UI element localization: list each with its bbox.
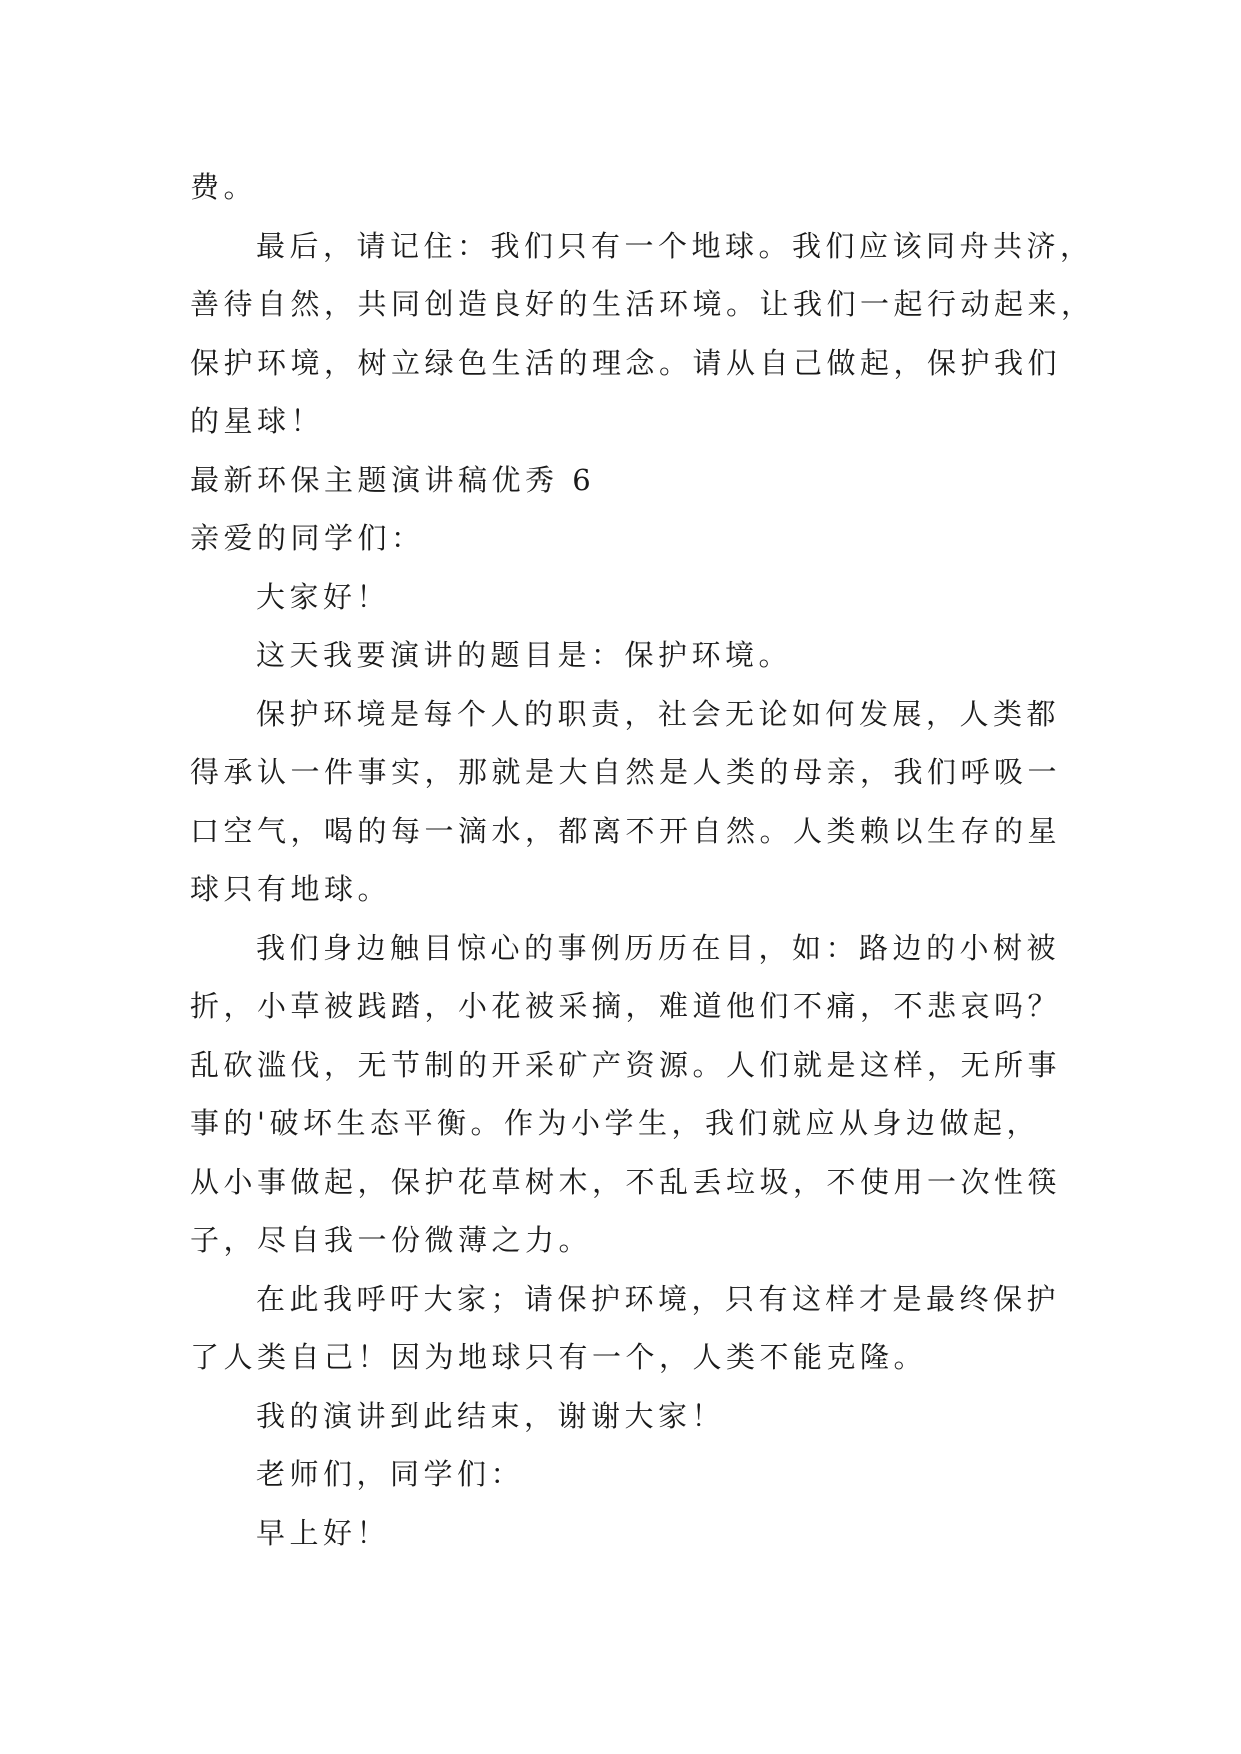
text-line: 事的'破坏生态平衡。作为小学生，我们就应从身边做起， bbox=[190, 1106, 1040, 1140]
text-line: 子，尽自我一份微薄之力。 bbox=[190, 1223, 593, 1257]
text-line: 从小事做起，保护花草树木，不乱丢垃圾，不使用一次性筷 bbox=[190, 1164, 1062, 1199]
text-line: 我们身边触目惊心的事例历历在目，如：路边的小树被 bbox=[256, 930, 1061, 965]
document-body bbox=[190, 158, 1095, 1562]
text-line: 最后，请记住：我们只有一个地球。我们应该同舟共济， bbox=[256, 228, 1094, 263]
text-line: 保护环境，树立绿色生活的理念。请从自己做起，保护我们 bbox=[190, 345, 1062, 380]
text-line: 我的演讲到此结束，谢谢大家！ bbox=[256, 1398, 726, 1433]
salutation: 亲爱的同学们： bbox=[190, 521, 425, 555]
text-line: 折，小草被践踏，小花被采摘，难道他们不痛，不悲哀吗？ bbox=[190, 989, 1062, 1023]
text-line: 得承认一件事实，那就是大自然是人类的母亲，我们呼吸一 bbox=[190, 755, 1062, 789]
text-line: 善待自然，共同创造良好的生活环境。让我们一起行动起来， bbox=[190, 287, 1095, 321]
text-line: 保护环境是每个人的职责，社会无论如何发展，人类都 bbox=[256, 696, 1061, 731]
text-line: 大家好！ bbox=[256, 579, 391, 614]
text-line: 球只有地球。 bbox=[190, 872, 392, 906]
section-heading: 最新环保主题演讲稿优秀 6 bbox=[190, 462, 596, 497]
salutation: 老师们，同学们： bbox=[256, 1457, 525, 1491]
text-line: 早上好！ bbox=[256, 1515, 391, 1550]
text-line: 的星球！ bbox=[190, 404, 325, 438]
text-line: 了人类自己！因为地球只有一个，人类不能克隆。 bbox=[190, 1340, 928, 1374]
text-line: 这天我要演讲的题目是：保护环境。 bbox=[256, 638, 793, 672]
text-line: 乱砍滥伐，无节制的开采矿产资源。人们就是这样，无所事 bbox=[190, 1047, 1062, 1082]
text-line: 在此我呼吁大家；请保护环境，只有这样才是最终保护 bbox=[256, 1281, 1061, 1316]
text-line: 费。 bbox=[190, 170, 258, 204]
text-line: 口空气，喝的每一滴水，都离不开自然。人类赖以生存的星 bbox=[190, 813, 1062, 848]
